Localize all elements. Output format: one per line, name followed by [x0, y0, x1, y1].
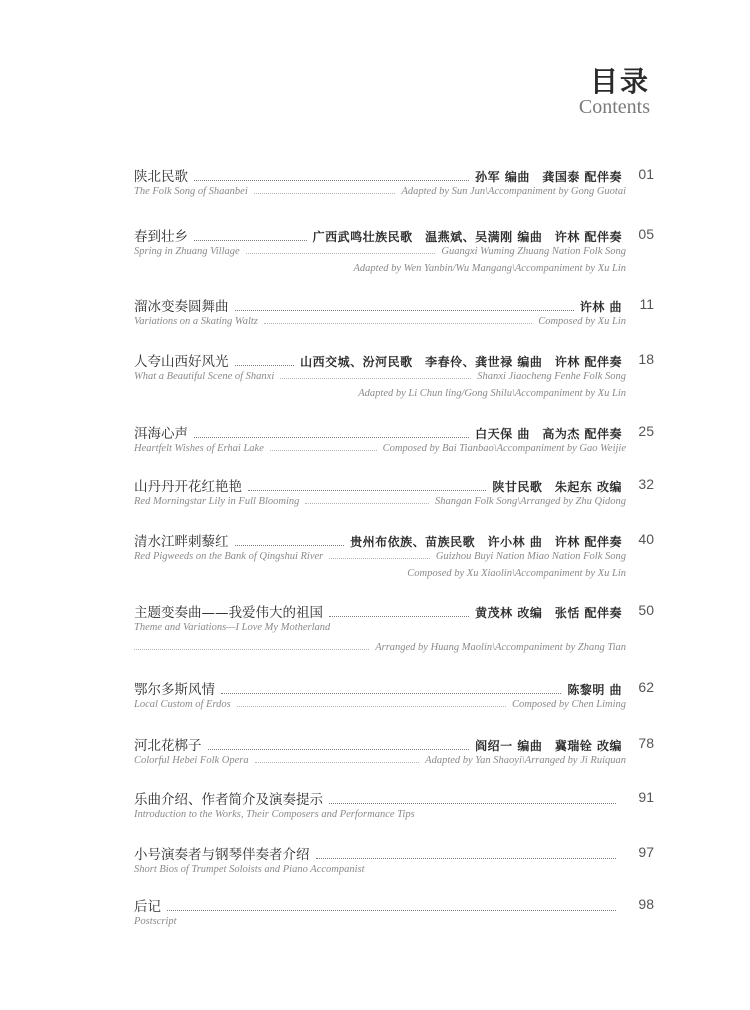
entry-credit-en: Composed by Chen Liming: [511, 699, 626, 710]
entry-credit-en: Adapted by Sun Jun\Accompaniment by Gong Guotai: [401, 186, 626, 197]
entry-title-en: Local Custom of Erdos: [134, 699, 231, 710]
entry-credit-en: Shanxi Jiaocheng Fenhe Folk Song: [477, 371, 626, 382]
dot-leader: [194, 180, 469, 181]
dot-leader: [329, 616, 469, 617]
entry-title-en: Red Pigweeds on the Bank of Qingshui River: [134, 551, 324, 562]
dot-leader: [134, 649, 369, 650]
dot-leader: [221, 693, 561, 694]
entry-title[interactable]: 清水江畔刺藜红: [134, 534, 229, 550]
entry-title-en: Theme and Variations—I Love My Motherland: [134, 622, 331, 633]
toc-entry[interactable]: [134, 165, 654, 202]
entry-title[interactable]: 小号演奏者与钢琴伴奏者介绍: [134, 847, 310, 863]
entry-title-en: The Folk Song of Shaanbei: [134, 186, 248, 197]
entry-credit: 陈黎明 曲: [567, 683, 622, 697]
entry-title[interactable]: 山丹丹开花红艳艳: [134, 479, 242, 495]
entry-credit-en-line2: Arranged by Huang Maolin\Accompaniment by Zhang Tian: [375, 642, 626, 653]
toc-entry[interactable]: [134, 530, 654, 584]
entry-credit: 阎绍一 编曲 冀瑞铨 改编: [475, 739, 622, 753]
entry-title-en: Short Bios of Trumpet Soloists and Piano Accompanist: [134, 864, 365, 875]
entry-title[interactable]: 河北花梆子: [134, 738, 202, 754]
dot-leader: [194, 240, 307, 241]
toc-entry[interactable]: [134, 788, 654, 825]
entry-title[interactable]: 溜冰变奏圆舞曲: [134, 299, 229, 315]
dot-leader: [235, 545, 345, 546]
toc-entry[interactable]: [134, 475, 654, 512]
entry-title-en: Heartfelt Wishes of Erhai Lake: [134, 443, 264, 454]
entry-credit-en: Guangxi Wuming Zhuang Nation Folk Song: [441, 246, 626, 257]
dot-leader: [316, 858, 617, 859]
contents-title-zh: 目录: [589, 65, 650, 98]
dot-leader: [208, 749, 470, 750]
entry-title-en: Variations on a Skating Waltz: [134, 316, 258, 327]
entry-title-en: Red Morningstar Lily in Full Blooming: [134, 496, 300, 507]
entry-credit: 白天保 曲 高为杰 配伴奏: [475, 427, 622, 441]
dot-leader: [235, 310, 574, 311]
toc-entry[interactable]: [134, 350, 654, 404]
entry-title[interactable]: 人夸山西好风光: [134, 354, 229, 370]
entry-title-en: Spring in Zhuang Village: [134, 246, 240, 257]
dot-leader: [235, 365, 295, 366]
entry-title[interactable]: 陕北民歌: [134, 169, 188, 185]
dot-leader: [167, 910, 616, 911]
page-number[interactable]: 91: [638, 789, 654, 805]
dot-leader: [194, 437, 469, 438]
entry-credit-en: Composed by Bai Tianbao\Accompaniment by Gao Weijie: [382, 443, 626, 454]
dot-leader: [254, 193, 396, 194]
toc-entry[interactable]: [134, 295, 654, 332]
dot-leader: [280, 378, 471, 379]
dot-leader: [264, 323, 532, 324]
toc-entry[interactable]: [134, 678, 654, 715]
entry-credit: 孙军 编曲 龚国泰 配伴奏: [475, 170, 622, 184]
entry-title-en: Postscript: [134, 916, 177, 927]
entry-credit: 黄茂林 改编 张恬 配伴奏: [475, 606, 622, 620]
page-number[interactable]: 97: [638, 844, 654, 860]
dot-leader: [329, 803, 616, 804]
dot-leader: [237, 706, 506, 707]
entry-credit: 陕甘民歌 朱起东 改编: [492, 480, 622, 494]
dot-leader: [329, 558, 430, 559]
entry-credit-en-line2: Adapted by Li Chun ling/Gong Shilu\Accompaniment by Xu Lin: [358, 388, 626, 399]
page-number[interactable]: 32: [638, 476, 654, 492]
entry-title-en: What a Beautiful Scene of Shanxi: [134, 371, 275, 382]
entry-credit-en: Adapted by Yan Shaoyi\Arranged by Ji Ruiquan: [425, 755, 626, 766]
entry-title[interactable]: 鄂尔多斯风情: [134, 682, 215, 698]
toc-entry[interactable]: [134, 895, 654, 932]
dot-leader: [246, 253, 436, 254]
entry-title-en: Introduction to the Works, Their Composers and Performance Tips: [134, 809, 415, 820]
entry-title[interactable]: 洱海心声: [134, 426, 188, 442]
entry-credit-en: Shangan Folk Song\Arranged by Zhu Qidong: [434, 496, 626, 507]
page-number[interactable]: 25: [638, 423, 654, 439]
page-number[interactable]: 01: [638, 166, 654, 182]
entry-title[interactable]: 后记: [134, 899, 161, 915]
dot-leader: [270, 450, 377, 451]
toc-entry[interactable]: [134, 843, 654, 880]
entry-title[interactable]: 乐曲介绍、作者简介及演奏提示: [134, 792, 323, 808]
entry-credit: 广西武鸣壮族民歌 温燕斌、吴满刚 编曲 许林 配伴奏: [312, 230, 622, 244]
entry-credit-en-line2: Adapted by Wen Yanbin/Wu Mangang\Accompaniment by Xu Lin: [353, 263, 626, 274]
dot-leader: [255, 762, 420, 763]
page-number[interactable]: 05: [638, 226, 654, 242]
entry-credit-en-line2: Composed by Xu Xiaolin\Accompaniment by Xu Lin: [407, 568, 626, 579]
page-number[interactable]: 62: [638, 679, 654, 695]
page-number[interactable]: 98: [638, 896, 654, 912]
entry-credit-en: Composed by Xu Lin: [538, 316, 626, 327]
entry-title-en: Colorful Hebei Folk Opera: [134, 755, 249, 766]
toc-entry[interactable]: [134, 422, 654, 459]
entry-title[interactable]: 春到壮乡: [134, 229, 188, 245]
page-number[interactable]: 11: [639, 296, 654, 312]
dot-leader: [305, 503, 429, 504]
page-number[interactable]: 18: [638, 351, 654, 367]
entry-credit: 许林 曲: [579, 300, 622, 314]
contents-title-en: Contents: [578, 96, 650, 118]
entry-credit-en: Guizhou Buyi Nation Miao Nation Folk Song: [435, 551, 626, 562]
dot-leader: [248, 490, 486, 491]
toc-entry[interactable]: [134, 734, 654, 771]
entry-credit: 贵州布依族、苗族民歌 许小林 曲 许林 配伴奏: [350, 535, 622, 549]
toc-entry[interactable]: [134, 225, 654, 279]
page-number[interactable]: 50: [638, 602, 654, 618]
entry-title[interactable]: 主题变奏曲——我爱伟大的祖国: [134, 605, 323, 621]
page-number[interactable]: 40: [638, 531, 654, 547]
toc-entry[interactable]: [134, 601, 654, 658]
page-number[interactable]: 78: [638, 735, 654, 751]
entry-credit: 山西交城、汾河民歌 李春伶、龚世禄 编曲 许林 配伴奏: [300, 355, 622, 369]
